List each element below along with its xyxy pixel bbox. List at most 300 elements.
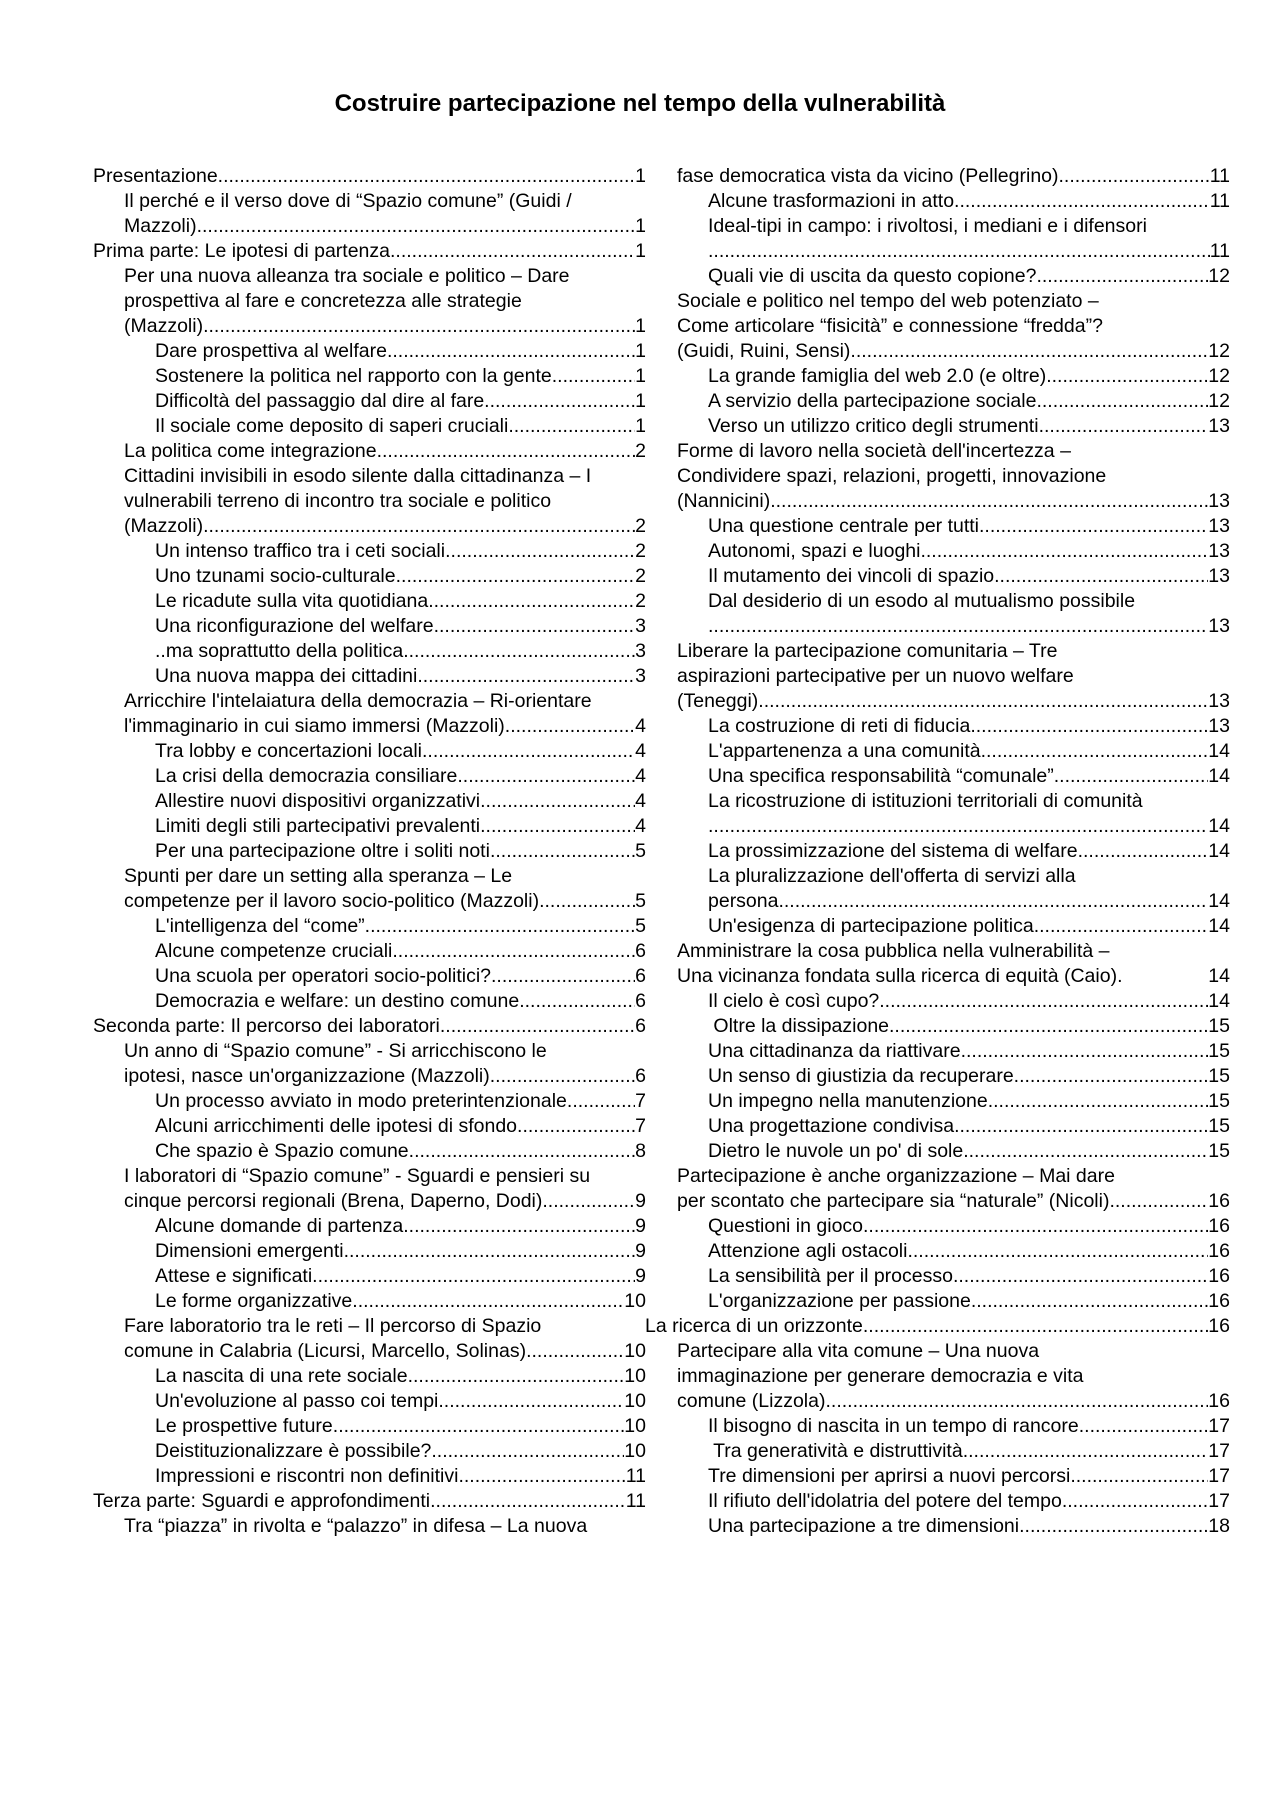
toc-page-number: 10 (624, 1440, 646, 1462)
toc-entry-title: Una specifica responsabilità “comunale” (708, 765, 1054, 787)
dot-leader (970, 714, 1208, 739)
toc-entry[interactable] (677, 1239, 1230, 1264)
toc-entry-line: I laboratori di “Spazio comune” - Sguardi e pensieri su (124, 1165, 591, 1187)
dot-leader (863, 1314, 1208, 1339)
toc-entry[interactable] (93, 464, 646, 539)
dot-leader (390, 239, 635, 264)
dot-leader (920, 539, 1208, 564)
toc-entry-line: Spunti per dare un setting alla speranza – Le (124, 865, 513, 887)
toc-entry[interactable] (93, 1414, 646, 1439)
toc-entry[interactable] (93, 1514, 646, 1539)
dot-leader (954, 1114, 1208, 1139)
dot-leader (963, 1439, 1209, 1464)
dot-leader (1078, 839, 1209, 864)
toc-entry-line: prospettiva al fare e concretezza alle strategie (124, 290, 522, 312)
toc-entry[interactable] (677, 914, 1230, 939)
toc-entry[interactable] (677, 764, 1230, 789)
toc-entry[interactable] (93, 639, 646, 664)
toc-page-number: 3 (635, 615, 646, 637)
dot-leader (403, 639, 635, 664)
toc-entry[interactable] (677, 939, 1230, 989)
toc-page-number: 1 (635, 165, 646, 187)
dot-leader (1059, 164, 1210, 189)
toc-page-number: 7 (635, 1090, 646, 1112)
dot-leader (708, 814, 1208, 839)
dot-leader (1036, 389, 1208, 414)
toc-entry[interactable] (677, 739, 1230, 764)
toc-entry[interactable] (677, 989, 1230, 1014)
toc-entry-title: Questioni in gioco (708, 1215, 864, 1237)
toc-entry-title: La sensibilità per il processo (708, 1265, 953, 1287)
toc-page-number: 17 (1208, 1490, 1230, 1512)
dot-leader (1062, 1489, 1208, 1514)
toc-entry-line: Un anno di “Spazio comune” - Si arricchiscono le (124, 1040, 547, 1062)
dot-leader (480, 814, 635, 839)
toc-entry[interactable] (93, 1089, 646, 1114)
toc-page-number: 15 (1208, 1040, 1230, 1062)
toc-entry[interactable] (93, 914, 646, 939)
toc-entry[interactable] (677, 1139, 1230, 1164)
dot-leader (403, 1214, 635, 1239)
dot-leader (434, 614, 636, 639)
toc-entry[interactable] (677, 1089, 1230, 1114)
toc-entry[interactable] (677, 214, 1230, 264)
toc-page-number: 15 (1208, 1015, 1230, 1037)
toc-page-number: 6 (635, 990, 646, 1012)
toc-entry[interactable] (93, 1214, 646, 1239)
toc-page-number: 14 (1208, 765, 1230, 787)
toc-page-number: 6 (635, 1015, 646, 1037)
toc-entry-title: Attenzione agli ostacoli (708, 1240, 908, 1262)
dot-leader (480, 789, 635, 814)
dot-leader (430, 1489, 626, 1514)
toc-page-number: 13 (1208, 540, 1230, 562)
toc-entry[interactable] (645, 1314, 1230, 1339)
toc-entry-line: Il perché e il verso dove di “Spazio comune” (Guidi / (124, 190, 572, 212)
toc-page-number: 9 (635, 1265, 646, 1287)
toc-entry-title: (Nannicini) (677, 490, 771, 512)
toc-page-number: 10 (624, 1290, 646, 1312)
toc-page-number: 16 (1208, 1315, 1230, 1337)
toc-entry[interactable] (93, 1314, 646, 1364)
toc-entry[interactable] (93, 614, 646, 639)
dot-leader (333, 1414, 625, 1439)
toc-entry-title: La nascita di una rete sociale (155, 1365, 408, 1387)
toc-page-number: 7 (635, 1115, 646, 1137)
toc-right-column (645, 164, 1230, 1539)
toc-entry-title: La crisi della democrazia consiliare (155, 765, 458, 787)
dot-leader (203, 314, 635, 339)
dot-leader (428, 589, 635, 614)
toc-entry-title: Dare prospettiva al welfare (155, 340, 387, 362)
toc-entry[interactable] (93, 1139, 646, 1164)
toc-entry[interactable] (677, 839, 1230, 864)
dot-leader (1034, 914, 1209, 939)
toc-page-number: 2 (635, 540, 646, 562)
toc-entry[interactable] (93, 964, 646, 989)
toc-entry-title: Mazzoli) (124, 215, 197, 237)
toc-entry-title: Uno tzunami socio-culturale (155, 565, 396, 587)
toc-entry-title: Presentazione (93, 165, 218, 187)
toc-entry-line: Dal desiderio di un esodo al mutualismo possibile (708, 590, 1136, 612)
toc-entry[interactable] (93, 564, 646, 589)
dot-leader (1039, 414, 1209, 439)
toc-entry[interactable] (93, 764, 646, 789)
toc-page-number: 16 (1208, 1265, 1230, 1287)
toc-page-number: 17 (1208, 1465, 1230, 1487)
toc-page-number: 12 (1208, 365, 1230, 387)
toc-entry-title: Dietro le nuvole un po' di sole (708, 1140, 964, 1162)
dot-leader (1122, 964, 1208, 989)
toc-entry-line: La pluralizzazione dell'offerta di servizi alla (708, 865, 1076, 887)
toc-entry-title: Un'esigenza di partecipazione politica (708, 915, 1034, 937)
dot-leader (994, 564, 1208, 589)
toc-entry-title: La prossimizzazione del sistema di welfare (708, 840, 1078, 862)
toc-entry-title: Terza parte: Sguardi e approfondimenti (93, 1490, 431, 1512)
toc-entry[interactable] (677, 164, 1230, 189)
toc-entry-title: competenze per il lavoro socio-politico (Mazzoli) (124, 890, 540, 912)
toc-entry-line: Liberare la partecipazione comunitaria – Tre (677, 640, 1058, 662)
toc-entry-title: Difficoltà del passaggio dal dire al fare (155, 390, 485, 412)
toc-page-number: 11 (1209, 240, 1230, 262)
toc-entry[interactable] (93, 989, 646, 1014)
dot-leader (458, 1464, 625, 1489)
toc-entry-title: Allestire nuovi dispositivi organizzativi (155, 790, 481, 812)
dot-leader (863, 1214, 1208, 1239)
dot-leader (491, 964, 635, 989)
dot-leader (519, 989, 635, 1014)
toc-page-number: 14 (1208, 840, 1230, 862)
toc-entry[interactable] (93, 1439, 646, 1464)
toc-page-number: 1 (635, 215, 646, 237)
toc-entry[interactable] (677, 1339, 1230, 1414)
toc-entry-title: L'organizzazione per passione (708, 1290, 971, 1312)
dot-leader (971, 1289, 1208, 1314)
toc-page-number: 6 (635, 1065, 646, 1087)
toc-entry[interactable] (677, 1164, 1230, 1214)
toc-entry-title: Il rifiuto dell'idolatria del potere del tempo (708, 1490, 1062, 1512)
toc-entry[interactable] (677, 389, 1230, 414)
toc-page-number: 13 (1208, 490, 1230, 512)
document-title: Costruire partecipazione nel tempo della vulnerabilità (334, 90, 946, 117)
toc-entry-title: Una riconfigurazione del welfare (155, 615, 434, 637)
dot-leader (1019, 1514, 1208, 1539)
toc-entry[interactable] (93, 739, 646, 764)
toc-entry-title: ..ma soprattutto della politica (155, 640, 404, 662)
dot-leader (1014, 1064, 1209, 1089)
toc-page-number: 12 (1208, 265, 1230, 287)
toc-left-column (93, 164, 646, 1539)
dot-leader (218, 164, 635, 189)
toc-entry-title: Una nuova mappa dei cittadini (155, 665, 418, 687)
toc-entry-title: Oltre la dissipazione (708, 1015, 890, 1037)
toc-entry[interactable] (677, 514, 1230, 539)
toc-page-number: 17 (1208, 1440, 1230, 1462)
toc-entry-line: Forme di lavoro nella società dell'incertezza – (677, 440, 1071, 462)
toc-page-number: 15 (1208, 1090, 1230, 1112)
toc-entry-title: Le ricadute sulla vita quotidiana (155, 590, 429, 612)
toc-entry-line: immaginazione per generare democrazia e vita (677, 1365, 1084, 1387)
toc-entry[interactable] (677, 1014, 1230, 1039)
toc-page-number: 2 (635, 590, 646, 612)
toc-entry[interactable] (93, 239, 646, 264)
toc-entry-title: cinque percorsi regionali (Brena, Daperno, Dodi) (124, 1190, 543, 1212)
toc-page-number: 6 (635, 940, 646, 962)
dot-leader (526, 1339, 624, 1364)
toc-entry-title: Seconda parte: Il percorso dei laboratori (93, 1015, 440, 1037)
toc-page-number: 4 (635, 765, 646, 787)
toc-entry[interactable] (677, 1464, 1230, 1489)
toc-entry[interactable] (677, 1114, 1230, 1139)
toc-entry[interactable] (677, 189, 1230, 214)
toc-entry-title: Alcune domande di partenza (155, 1215, 404, 1237)
dot-leader (396, 564, 636, 589)
toc-entry[interactable] (93, 439, 646, 464)
toc-page-number: 17 (1208, 1415, 1230, 1437)
toc-page-number: 14 (1208, 990, 1230, 1012)
toc-page-number: 13 (1208, 415, 1230, 437)
toc-entry-title: Prima parte: Le ipotesi di partenza (93, 240, 390, 262)
toc-entry-line: Come articolare “fisicità” e connessione “fredda”? (677, 315, 1103, 337)
toc-entry-title: Autonomi, spazi e luoghi (708, 540, 921, 562)
toc-entry[interactable] (93, 1039, 646, 1089)
toc-page-number: 15 (1208, 1115, 1230, 1137)
toc-entry-line: Fare laboratorio tra le reti – Il percorso di Spazio (124, 1315, 542, 1337)
toc-entry[interactable] (93, 1464, 646, 1489)
toc-page-number: 13 (1208, 615, 1230, 637)
toc-entry[interactable] (93, 1164, 646, 1214)
dot-leader (490, 1064, 635, 1089)
toc-entry[interactable] (677, 589, 1230, 639)
toc-entry[interactable] (677, 414, 1230, 439)
toc-entry[interactable] (93, 1014, 646, 1039)
dot-leader (408, 1364, 625, 1389)
toc-page-number: 13 (1208, 565, 1230, 587)
toc-entry-line: Amministrare la cosa pubblica nella vulnerabilità – (677, 940, 1110, 962)
dot-leader (988, 1089, 1209, 1114)
toc-entry-title: Il bisogno di nascita in un tempo di rancore (708, 1415, 1079, 1437)
toc-entry[interactable] (677, 564, 1230, 589)
toc-page-number: 10 (624, 1340, 646, 1362)
toc-entry[interactable] (93, 164, 646, 189)
toc-page-number: 1 (635, 415, 646, 437)
toc-entry-title: Un intenso traffico tra i ceti sociali (155, 540, 446, 562)
toc-entry-title: Le forme organizzative (155, 1290, 353, 1312)
toc-entry-title: Un processo avviato in modo preterintenzionale (155, 1090, 567, 1112)
toc-entry[interactable] (677, 1214, 1230, 1239)
toc-entry-title: Democrazia e welfare: un destino comune (155, 990, 520, 1012)
dot-leader (1046, 364, 1208, 389)
dot-leader (879, 989, 1208, 1014)
toc-entry[interactable] (93, 389, 646, 414)
toc-entry-title: Alcune trasformazioni in atto (708, 190, 955, 212)
toc-entry[interactable] (677, 1414, 1230, 1439)
toc-entry[interactable] (93, 664, 646, 689)
toc-entry-line: Tra “piazza” in rivolta e “palazzo” in difesa – La nuova (124, 1515, 588, 1537)
toc-entry[interactable] (677, 1489, 1230, 1514)
toc-entry[interactable] (677, 1289, 1230, 1314)
toc-entry[interactable] (677, 1064, 1230, 1089)
toc-page-number: 11 (1209, 190, 1230, 212)
dot-leader (484, 389, 635, 414)
toc-page-number: 14 (1208, 740, 1230, 762)
toc-entry-title: comune (Lizzola) (677, 1390, 826, 1412)
toc-page-number: 12 (1208, 340, 1230, 362)
dot-leader (1054, 764, 1209, 789)
dot-leader (197, 214, 636, 239)
toc-page-number: 2 (635, 565, 646, 587)
toc-entry[interactable] (93, 1239, 646, 1264)
toc-page-number: 13 (1208, 715, 1230, 737)
toc-entry-title: Tra generatività e distruttività (708, 1440, 963, 1462)
toc-entry[interactable] (677, 364, 1230, 389)
dot-leader (889, 1014, 1208, 1039)
toc-entry-title: Un'evoluzione al passo coi tempi (155, 1390, 439, 1412)
dot-leader (431, 1439, 624, 1464)
dot-leader (387, 339, 635, 364)
dot-leader (758, 689, 1208, 714)
dot-leader (517, 1114, 635, 1139)
toc-entry[interactable] (93, 539, 646, 564)
toc-entry-title: fase democratica vista da vicino (Pellegrino) (677, 165, 1059, 187)
toc-entry[interactable] (677, 264, 1230, 289)
toc-entry-title: Una scuola per operatori socio-politici? (155, 965, 492, 987)
toc-entry-line: Arricchire l'intelaiatura della democrazia – Ri-orientare (124, 690, 592, 712)
toc-page-number: 9 (635, 1190, 646, 1212)
toc-page-number: 16 (1208, 1390, 1230, 1412)
toc-entry[interactable] (93, 689, 646, 739)
toc-entry-title: L'appartenenza a una comunità (708, 740, 981, 762)
toc-entry[interactable] (93, 1389, 646, 1414)
toc-entry-title: Una partecipazione a tre dimensioni (708, 1515, 1020, 1537)
toc-entry[interactable] (93, 589, 646, 614)
toc-page-number: 14 (1208, 965, 1230, 987)
toc-entry[interactable] (93, 339, 646, 364)
toc-entry[interactable] (677, 1264, 1230, 1289)
toc-page-number: 11 (1209, 165, 1230, 187)
toc-entry[interactable] (677, 539, 1230, 564)
toc-page-number: 4 (635, 815, 646, 837)
toc-entry[interactable] (677, 714, 1230, 739)
dot-leader (770, 489, 1208, 514)
toc-entry[interactable] (93, 364, 646, 389)
toc-entry-title: (Teneggi) (677, 690, 759, 712)
toc-entry-title: l'immaginario in cui siamo immersi (Mazzoli) (124, 715, 505, 737)
toc-entry-line: Condividere spazi, relazioni, progetti, innovazione (677, 465, 1107, 487)
dot-leader (708, 239, 1210, 264)
toc-page-number: 16 (1208, 1240, 1230, 1262)
toc-entry-line: aspirazioni partecipative per un nuovo welfare (677, 665, 1074, 687)
toc-entry[interactable] (93, 1289, 646, 1314)
toc-page-number: 5 (635, 915, 646, 937)
toc-entry[interactable] (93, 864, 646, 914)
toc-page-number: 14 (1208, 815, 1230, 837)
toc-entry-title: Una questione centrale per tutti (708, 515, 980, 537)
toc-entry[interactable] (93, 1364, 646, 1389)
toc-entry[interactable] (677, 289, 1230, 364)
toc-entry[interactable] (93, 264, 646, 339)
toc-page-number: 13 (1208, 515, 1230, 537)
toc-page-number: 1 (635, 315, 646, 337)
toc-page-number: 15 (1208, 1140, 1230, 1162)
toc-entry-title: Un senso di giustizia da recuperare (708, 1065, 1014, 1087)
toc-entry-title: L'intelligenza del “come” (155, 915, 365, 937)
dot-leader (312, 1264, 635, 1289)
toc-entry[interactable] (677, 1039, 1230, 1064)
dot-leader (979, 514, 1208, 539)
toc-entry-title: Che spazio è Spazio comune (155, 1140, 409, 1162)
toc-page-number: 3 (635, 665, 646, 687)
toc-entry[interactable] (677, 1514, 1230, 1539)
toc-page-number: 6 (635, 965, 646, 987)
toc-entry[interactable] (93, 939, 646, 964)
dot-leader (422, 739, 635, 764)
toc-entry-title: persona (708, 890, 779, 912)
toc-entry-title: (Mazzoli) (124, 315, 204, 337)
toc-entry[interactable] (677, 439, 1230, 514)
toc-entry-title: Verso un utilizzo critico degli strumenti (708, 415, 1039, 437)
toc-entry[interactable] (93, 789, 646, 814)
toc-entry[interactable] (93, 1264, 646, 1289)
dot-leader (508, 414, 635, 439)
toc-entry[interactable] (93, 839, 646, 864)
toc-page-number: 3 (635, 640, 646, 662)
toc-page-number: 2 (635, 515, 646, 537)
toc-entry[interactable] (677, 639, 1230, 714)
toc-entry[interactable] (677, 1439, 1230, 1464)
toc-entry-title: (Guidi, Ruini, Sensi) (677, 340, 851, 362)
toc-entry-title: Il sociale come deposito di saperi cruciali (155, 415, 509, 437)
toc-entry-title: Deistituzionalizzare è possibile? (155, 1440, 432, 1462)
toc-entry[interactable] (677, 789, 1230, 839)
toc-page-number: 9 (635, 1240, 646, 1262)
dot-leader (457, 764, 635, 789)
toc-page-number: 10 (624, 1415, 646, 1437)
dot-leader (377, 439, 636, 464)
toc-entry-title: La costruzione di reti di fiducia (708, 715, 971, 737)
toc-entry-title: Dimensioni emergenti (155, 1240, 344, 1262)
toc-page-number: 15 (1208, 1065, 1230, 1087)
toc-entry[interactable] (677, 864, 1230, 914)
dot-leader (1036, 264, 1208, 289)
toc-page-number: 11 (625, 1465, 646, 1487)
toc-entry-title: Per una partecipazione oltre i soliti noti (155, 840, 490, 862)
toc-entry-title: Una vicinanza fondata sulla ricerca di equità (Caio). (677, 965, 1123, 987)
toc-page-number: 18 (1208, 1515, 1230, 1537)
toc-page-number: 9 (635, 1215, 646, 1237)
toc-page-number: 12 (1208, 390, 1230, 412)
toc-entry-title: Alcune competenze cruciali (155, 940, 393, 962)
toc-entry[interactable] (93, 1114, 646, 1139)
toc-page-number: 5 (635, 890, 646, 912)
dot-leader (708, 614, 1208, 639)
dot-leader (438, 1389, 624, 1414)
toc-entry[interactable] (93, 814, 646, 839)
dot-leader (539, 889, 635, 914)
toc-entry[interactable] (93, 414, 646, 439)
toc-entry-line: Partecipare alla vita comune – Una nuova (677, 1340, 1040, 1362)
dot-leader (542, 1189, 635, 1214)
toc-entry-title: Una progettazione condivisa (708, 1115, 955, 1137)
toc-entry[interactable] (93, 189, 646, 239)
toc-entry-title: Il mutamento dei vincoli di spazio (708, 565, 995, 587)
toc-entry[interactable] (93, 1489, 646, 1514)
dot-leader (1109, 1189, 1208, 1214)
toc-page-number: 4 (635, 790, 646, 812)
toc-page-number: 10 (624, 1365, 646, 1387)
dot-leader (365, 914, 635, 939)
dot-leader (490, 839, 635, 864)
